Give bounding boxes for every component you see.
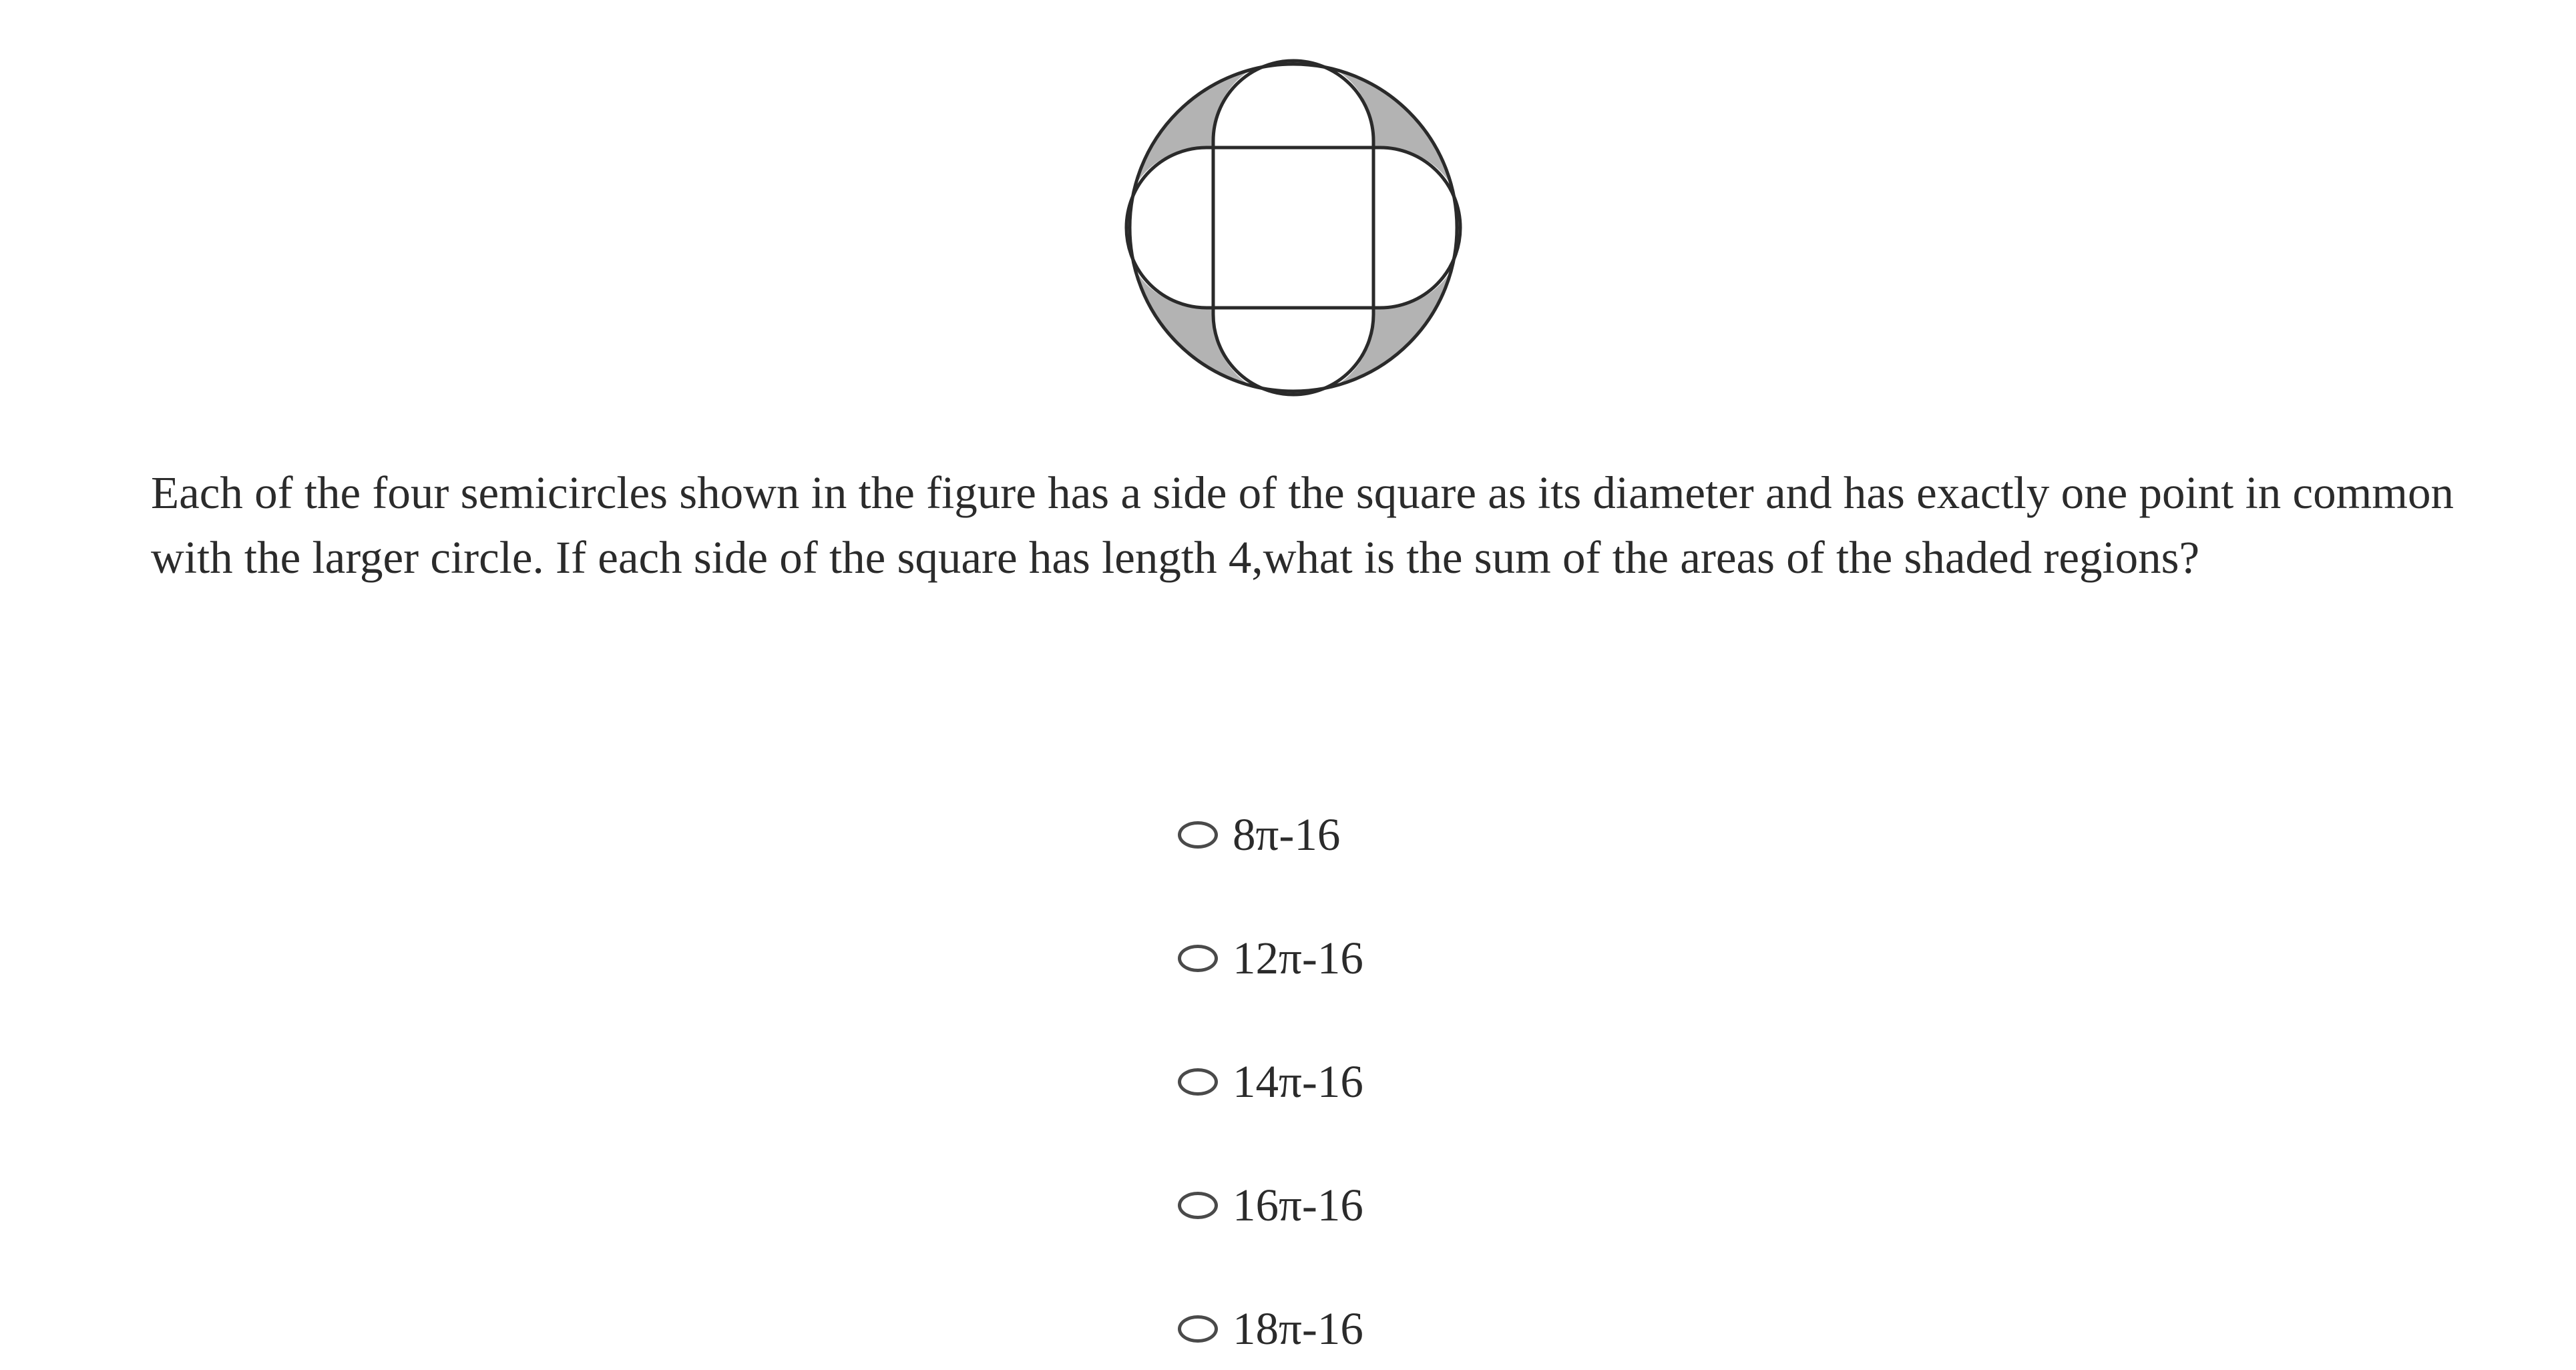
question-text: Each of the four semicircles shown in the figure has a side of the square as its diameter and has exactly one point in common with the larger circle. If each side of the square has length 4,what is the sum of the areas of the shaded regions? xyxy=(151,467,2454,583)
option-4[interactable] xyxy=(1178,1172,1363,1238)
option-label: 12π-16 xyxy=(1233,933,1363,983)
radio-button-icon[interactable] xyxy=(1178,1068,1218,1096)
option-1[interactable] xyxy=(1178,801,1340,868)
semicircles-in-circle-figure xyxy=(1123,51,1464,404)
option-3[interactable] xyxy=(1178,1048,1363,1115)
option-label: 14π-16 xyxy=(1233,1056,1363,1107)
option-2[interactable] xyxy=(1178,925,1363,991)
option-label: 18π-16 xyxy=(1233,1303,1363,1354)
radio-button-icon[interactable] xyxy=(1178,1192,1218,1219)
geometry-figure xyxy=(1123,51,1464,404)
radio-button-icon[interactable] xyxy=(1178,945,1218,972)
option-label: 16π-16 xyxy=(1233,1180,1363,1230)
radio-button-icon[interactable] xyxy=(1178,821,1218,849)
option-5[interactable] xyxy=(1178,1295,1363,1362)
option-label: 8π-16 xyxy=(1233,809,1341,860)
radio-button-icon[interactable] xyxy=(1178,1315,1218,1343)
